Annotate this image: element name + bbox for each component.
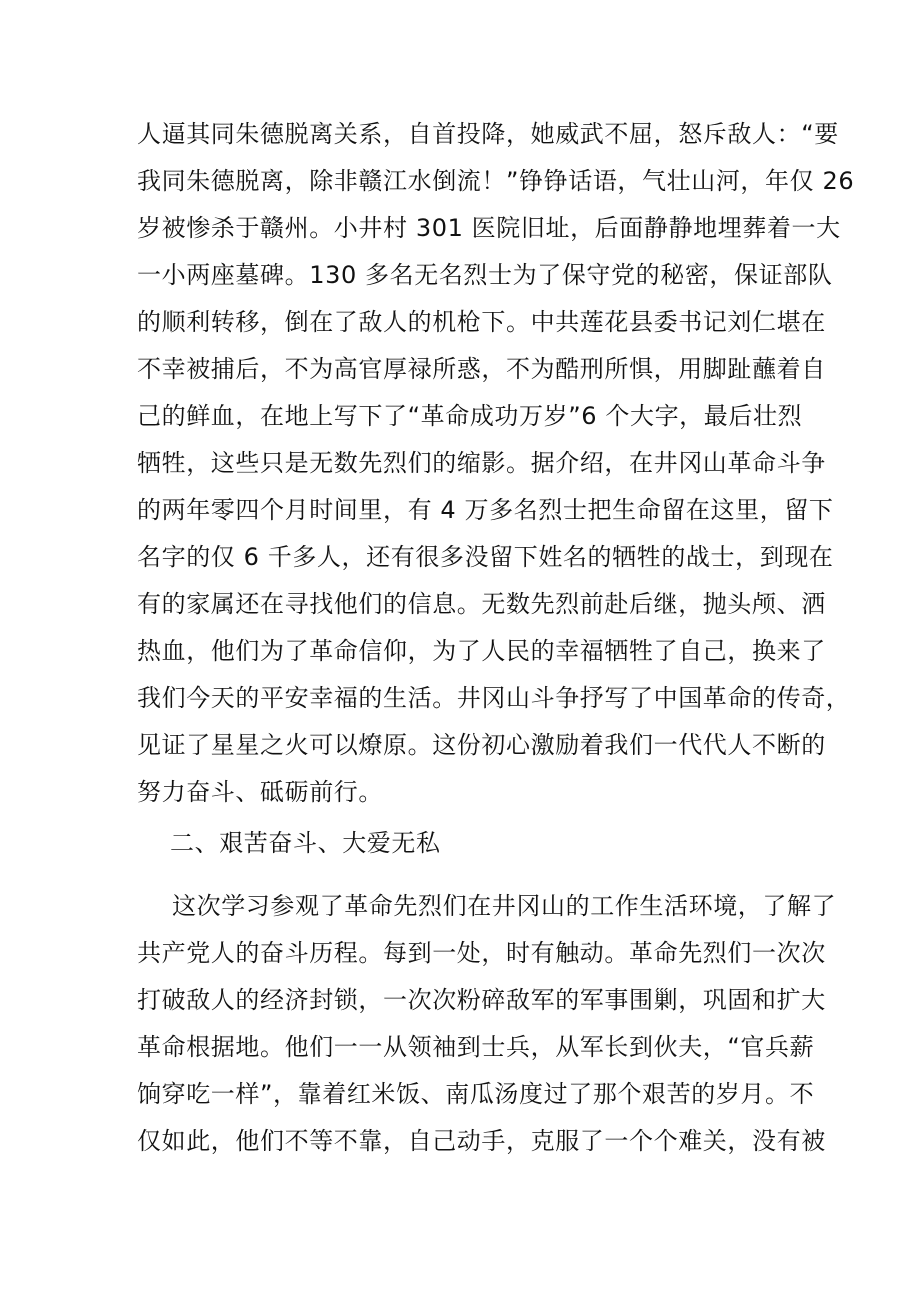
paragraph-1-line: 努力奋斗、砥砺前行。 — [137, 778, 383, 806]
paragraph-2-line: 共产党人的奋斗历程。每到一处，时有触动。革命先烈们一次次 — [137, 939, 826, 967]
paragraph-1-line: 热血，他们为了革命信仰，为了人民的幸福牺牲了自己，换来了 — [137, 637, 826, 665]
paragraph-1-line: 己的鲜血，在地上写下了“革命成功万岁”6 个大字，最后壮烈 — [137, 402, 803, 430]
paragraph-2-line: 革命根据地。他们一一从领袖到士兵，从军长到伙夫，“官兵薪 — [137, 1033, 815, 1061]
paragraph-1-line: 见证了星星之火可以燎原。这份初心激励着我们一代代人不断的 — [137, 731, 826, 759]
paragraph-1-line: 岁被惨杀于赣州。小井村 301 医院旧址，后面静静地埋葬着一大 — [137, 214, 841, 242]
paragraph-2-line: 饷穿吃一样”，靠着红米饭、南瓜汤度过了那个艰苦的岁月。不 — [137, 1080, 815, 1108]
paragraph-1-line: 我们今天的平安幸福的生活。井冈山斗争抒写了中国革命的传奇， — [137, 684, 851, 712]
section-heading: 二、艰苦奋斗、大爱无私 — [170, 829, 441, 857]
paragraph-1-line: 有的家属还在寻找他们的信息。无数先烈前赴后继，抛头颅、洒 — [137, 590, 826, 618]
paragraph-1-line: 我同朱德脱离，除非赣江水倒流！”铮铮话语，气壮山河，年仅 26 — [137, 167, 855, 195]
paragraph-1-line: 一小两座墓碑。130 多名无名烈士为了保守党的秘密，保证部队 — [137, 261, 833, 289]
paragraph-1-line: 不幸被捕后，不为高官厚禄所惑，不为酷刑所惧，用脚趾蘸着自 — [137, 355, 826, 383]
paragraph-2-line: 这次学习参观了革命先烈们在井冈山的工作生活环境，了解了 — [172, 892, 837, 920]
paragraph-1-line: 人逼其同朱德脱离关系，自首投降，她威武不屈，怒斥敌人：“要 — [137, 120, 839, 148]
paragraph-1-line: 名字的仅 6 千多人，还有很多没留下姓名的牺牲的战士，到现在 — [137, 543, 834, 571]
paragraph-1-line: 牺牲，这些只是无数先烈们的缩影。据介绍，在井冈山革命斗争 — [137, 449, 826, 477]
paragraph-2-line: 打破敌人的经济封锁，一次次粉碎敌军的军事围剿，巩固和扩大 — [137, 986, 826, 1014]
paragraph-1-line: 的顺利转移，倒在了敌人的机枪下。中共莲花县委书记刘仁堪在 — [137, 308, 826, 336]
paragraph-1-line: 的两年零四个月时间里，有 4 万多名烈士把生命留在这里，留下 — [137, 496, 834, 524]
paragraph-2-line: 仅如此，他们不等不靠，自己动手，克服了一个个难关，没有被 — [137, 1127, 826, 1155]
